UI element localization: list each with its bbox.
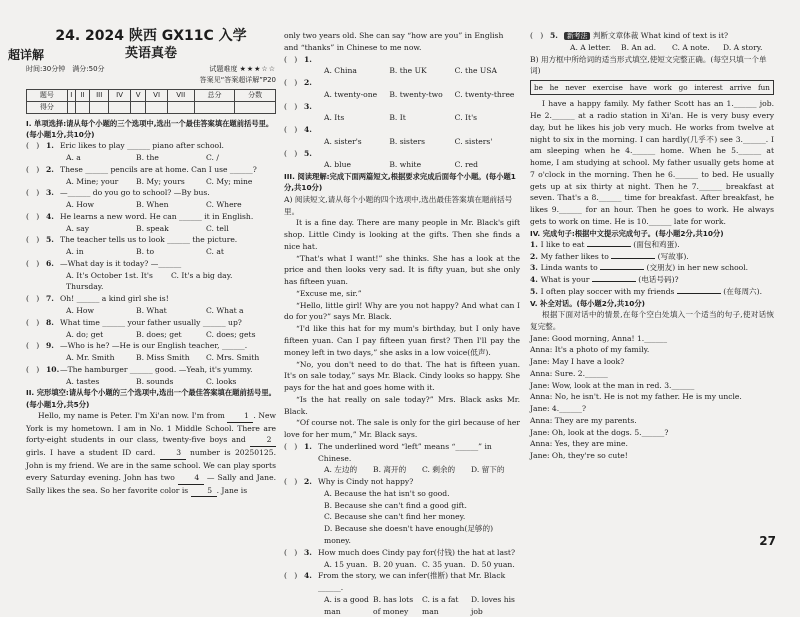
dialogue-line: Jane: May I have a look? bbox=[530, 357, 625, 367]
answer-bracket: ( ) bbox=[26, 188, 40, 198]
option: A. Because the hat isn't so good. bbox=[324, 488, 450, 498]
sec3-question bbox=[284, 547, 520, 559]
sec1-options bbox=[26, 329, 276, 341]
difficulty-stars: ★★★☆☆ bbox=[239, 65, 276, 73]
cloze-passage: Hello, my name is Peter. I'm Xi'an now. I'm from 1 . New York is my hometown. I am in No. 1 Middle School. There are forty-eight students in our class, twenty-five boys and 2 girls. I have a student ID card. 3 number is 20250125. John is my friend. We are in the same school. We can play sports every Saturday evening. John has two 4 — Sally and Jane. Sally likes the sea. So her favorite color is 5 . Jane is bbox=[26, 410, 276, 497]
item-hint: (写故事). bbox=[655, 251, 689, 261]
sec1-options bbox=[26, 270, 276, 294]
answer-blank bbox=[587, 246, 631, 247]
word-box-item: fun bbox=[757, 83, 770, 93]
section-4-items bbox=[530, 239, 774, 298]
item-hint: (交朋友) in her new school. bbox=[644, 263, 749, 273]
option: B. My; yours bbox=[136, 176, 185, 186]
question-text: He learns a new word. He can ______ it in English. bbox=[60, 211, 254, 221]
word-box-item: exercise bbox=[592, 83, 623, 93]
question-text: —What day is it today? —______ bbox=[60, 258, 182, 268]
option: A. A letter. bbox=[570, 42, 611, 52]
question-3-5: ( ) 5. 新考法 判断文章体裁 What kind of text is it? bbox=[530, 31, 729, 40]
sec1-question bbox=[26, 364, 276, 376]
question-text: Eric likes to play ______ piano after school. bbox=[60, 141, 224, 151]
option: A. Mine; your bbox=[66, 176, 119, 186]
sec2-question bbox=[284, 54, 520, 66]
sec2-options bbox=[284, 159, 520, 171]
sentence-item bbox=[530, 286, 774, 298]
option: A. How bbox=[66, 200, 95, 210]
score-empty-cell bbox=[167, 101, 194, 113]
option: C. twenty-three bbox=[454, 89, 515, 99]
item-number: 3. bbox=[530, 263, 541, 273]
dialogue-line: Anna: Yes, they are mine. bbox=[530, 439, 628, 449]
option: C. A note. bbox=[672, 42, 710, 52]
question-number: 4. bbox=[46, 211, 54, 221]
score-empty-cell bbox=[67, 101, 75, 113]
sec1-options bbox=[26, 352, 276, 364]
reading-paragraph: “Excuse me, sir.” bbox=[296, 288, 362, 298]
question-number: 3. bbox=[304, 547, 312, 557]
option: B. Miss Smith bbox=[136, 353, 190, 363]
answer-blank bbox=[611, 258, 655, 259]
sec1-question bbox=[26, 164, 276, 176]
option: B. the UK bbox=[389, 66, 427, 76]
sec2-options bbox=[284, 89, 520, 101]
answer-bracket: ( ) bbox=[284, 125, 298, 135]
score-table bbox=[26, 89, 276, 114]
option: C. is a fat man bbox=[422, 594, 459, 616]
cloze-passage-end: only two years old. She can say “how are you” in English and “thanks” in Chinese to me now. bbox=[284, 31, 504, 52]
option: B. twenty-two bbox=[389, 89, 443, 99]
section-5-heading: V. 补全对话。(每小题2分,共10分) bbox=[530, 298, 645, 308]
sec3-question bbox=[284, 570, 520, 594]
question-number: 2. bbox=[304, 78, 312, 88]
score-header-cell: 题号 bbox=[27, 89, 68, 101]
option: A. Its bbox=[324, 113, 345, 123]
sec2-question bbox=[284, 101, 520, 113]
question-number: 8. bbox=[46, 317, 54, 327]
option: C. sisters' bbox=[454, 136, 493, 146]
answer-bracket: ( ) bbox=[284, 571, 298, 581]
option: B. white bbox=[389, 160, 422, 170]
option: D. 留下的 bbox=[471, 465, 505, 475]
reading-paragraph: “Is the hat really on sale today?” Mrs. Black asks Mr. Black. bbox=[284, 394, 520, 416]
answer-bracket: ( ) bbox=[26, 211, 40, 221]
option: C. 35 yuan. bbox=[422, 559, 466, 569]
question-number: 3. bbox=[46, 188, 54, 198]
dialogue-line: Anna: It's a photo of my family. bbox=[530, 345, 650, 355]
reading-paragraph: “Of course not. The sale is only for the girl because of her love for her mum,” Mr. Black says. bbox=[284, 418, 520, 440]
dialogue-line: Anna: They are my parents. bbox=[530, 415, 637, 425]
answer-bracket: ( ) bbox=[26, 341, 40, 351]
option: A. twenty-one bbox=[324, 89, 378, 99]
score-label-cell: 得分 bbox=[27, 101, 68, 113]
item-number: 2. bbox=[530, 251, 541, 261]
question-text: —The hamburger ______ good. —Yeah, it's yummy. bbox=[60, 364, 253, 374]
item-prefix: My father likes to bbox=[540, 251, 612, 261]
reading-paragraph: “I'd like this hat for my mum's birthday, but I only have fifteen yuan. Can I pay fifteen yuan first? Then I'll pay the money left in two days,” she asks in a low voice(低声). bbox=[284, 324, 520, 357]
item-prefix: I like to eat bbox=[540, 239, 587, 249]
score-empty-cell bbox=[76, 101, 90, 113]
word-box-item: be bbox=[534, 83, 543, 93]
sec1-question bbox=[26, 317, 276, 329]
sentence-item bbox=[530, 274, 774, 286]
item-hint: (电话号码)? bbox=[635, 275, 679, 285]
reading-paragraph: “No, you don't need to do that. The hat is fifteen yuan. It's on sale today,” says Mr. Black. Cindy looks so happy. She pays for the hat and goes home with it. bbox=[284, 359, 520, 393]
sec3-options bbox=[284, 488, 520, 547]
item-number: 1. bbox=[530, 239, 541, 249]
word-box-item: he bbox=[549, 83, 559, 93]
section-2-questions bbox=[284, 54, 520, 172]
question-number: 1. bbox=[46, 141, 54, 151]
exam-meta bbox=[26, 64, 276, 86]
reading-paragraph: It is a fine day. There are many people in Mr. Black's gift shop. Little Cindy is looking at the gifts. Then she finds a nice hat. bbox=[284, 218, 520, 251]
option: B. 离开的 bbox=[373, 465, 407, 475]
question-number: 7. bbox=[46, 294, 54, 304]
answer-bracket: ( ) bbox=[26, 317, 40, 327]
dialogue-line: Jane: Oh, look at the dogs. 5.______? bbox=[530, 427, 669, 437]
page-subtitle: 英语真卷 bbox=[124, 46, 177, 61]
option: B. does; get bbox=[136, 329, 182, 339]
answer-blank bbox=[592, 281, 636, 282]
option: D. A story. bbox=[723, 42, 763, 52]
score-header-cell: VI bbox=[146, 89, 167, 101]
option: B. has lots of money bbox=[373, 594, 414, 616]
answer-blank bbox=[600, 269, 644, 270]
item-prefix: What is your bbox=[540, 275, 592, 285]
reading-paragraph: “Hello, little girl! Why are you not happy? And what can I do for you?” says Mr. Black. bbox=[284, 300, 520, 322]
question-text: How much does Cindy pay for(付钱) the hat at last? bbox=[318, 547, 516, 557]
option: A. do; get bbox=[66, 329, 104, 339]
sec2-question bbox=[284, 124, 520, 136]
answer-bracket: ( ) bbox=[284, 547, 298, 557]
sec3-options bbox=[284, 559, 520, 571]
difficulty-label: 试题难度 bbox=[209, 65, 238, 73]
question-number: 10. bbox=[46, 364, 60, 374]
option: A. It's October 1st. It's Thursday. bbox=[66, 270, 153, 292]
word-box-item: work bbox=[653, 83, 672, 93]
question-number: 1. bbox=[304, 54, 312, 64]
score-empty-cell bbox=[194, 101, 235, 113]
option: C. tell bbox=[206, 223, 229, 233]
option: A. Mr. Smith bbox=[66, 353, 115, 363]
score-header-cell: I bbox=[67, 89, 75, 101]
question-text: —Who is he? —He is our English teacher, ______. bbox=[60, 341, 248, 351]
option: D. Because she doesn't have enough(足够的) money. bbox=[324, 524, 494, 545]
question-text: These ______ pencils are at home. Can I use ______? bbox=[60, 164, 257, 174]
dialogue-line: Jane: Good morning, Anna! 1.______ bbox=[530, 333, 667, 343]
score-empty-cell bbox=[235, 101, 276, 113]
sec1-question bbox=[26, 234, 276, 246]
option: C. It's a big day. bbox=[171, 270, 233, 280]
dialogue-line: Anna: Sure. 2.______ bbox=[530, 368, 608, 378]
sec1-options bbox=[26, 305, 276, 317]
score-header-cell: II bbox=[76, 89, 90, 101]
word-box-item: never bbox=[565, 83, 586, 93]
answer-bracket: ( ) bbox=[284, 101, 298, 111]
question-number: 6. bbox=[46, 258, 54, 268]
question-3-5-options bbox=[530, 42, 774, 54]
sec1-options bbox=[26, 246, 276, 258]
option: B. to bbox=[136, 247, 155, 257]
sec2-question bbox=[284, 148, 520, 160]
question-text: From the story, we can infer(推断) that Mr. Black ______. bbox=[318, 571, 506, 593]
reading-paragraph: “That's what I want!” she thinks. She has a look at the price and then looks very sad. It is fifty yuan, but she only has fifteen yuan. bbox=[284, 253, 520, 287]
option: A. China bbox=[324, 66, 357, 76]
section-1-heading: I. 单项选择:请从每个小题的三个选项中,选出一个最佳答案填在题前括号里。(每小题1分,共10分) bbox=[26, 118, 274, 139]
option: A. tastes bbox=[66, 376, 100, 386]
question-text: The teacher tells us to look ______ the picture. bbox=[60, 235, 238, 245]
option: A. is a good man bbox=[324, 594, 369, 616]
option: C. Mrs. Smith bbox=[206, 353, 260, 363]
sec3-options bbox=[284, 594, 520, 617]
score-header-cell: 分数 bbox=[235, 89, 276, 101]
sec1-options bbox=[26, 376, 276, 388]
question-text: —______ do you go to school? —By bus. bbox=[60, 188, 210, 198]
word-box-item: arrive bbox=[729, 83, 752, 93]
word-box-item: go bbox=[678, 83, 688, 93]
option: C. red bbox=[454, 160, 479, 170]
question-number: 3. bbox=[304, 101, 312, 111]
answer-bracket: ( ) bbox=[284, 78, 298, 88]
option: B. Because she can't find a good gift. bbox=[324, 500, 467, 510]
sec1-question bbox=[26, 340, 276, 352]
sec1-options bbox=[26, 223, 276, 235]
score-empty-cell bbox=[146, 101, 167, 113]
sentence-item bbox=[530, 239, 774, 251]
dialogue bbox=[530, 333, 774, 462]
answer-blank bbox=[677, 293, 721, 294]
word-box-item: interest bbox=[694, 83, 723, 93]
question-number: 5. bbox=[46, 235, 54, 245]
question-number: 2. bbox=[46, 164, 54, 174]
question-number: 2. bbox=[304, 477, 312, 487]
column-2 bbox=[284, 30, 520, 617]
sec1-options bbox=[26, 152, 276, 164]
option: D. loves his job bbox=[471, 594, 515, 616]
score-empty-cell bbox=[130, 101, 146, 113]
answer-ref: 答案见“答案超详解”P20 bbox=[199, 75, 276, 84]
sentence-item bbox=[530, 251, 774, 263]
logo: 超详解 bbox=[8, 48, 45, 62]
question-number: 4. bbox=[304, 571, 312, 581]
item-number: 5. bbox=[530, 287, 541, 296]
option: A. blue bbox=[324, 160, 351, 170]
sec2-options bbox=[284, 112, 520, 124]
option: B. sounds bbox=[136, 376, 174, 386]
item-hint: (面包和鸡蛋). bbox=[630, 239, 680, 249]
option: C. My; mine bbox=[206, 176, 253, 186]
option: B. It bbox=[389, 113, 406, 123]
score-header-cell: 总分 bbox=[194, 89, 235, 101]
score-empty-cell bbox=[89, 101, 109, 113]
answer-bracket: ( ) bbox=[26, 294, 40, 304]
sec1-options bbox=[26, 176, 276, 188]
option: B. 20 yuan. bbox=[373, 559, 417, 569]
fill-passage: I have a happy family. My father Scott has an 1.______ job. He 2.______ at a radio station in Xi'an. He is very busy every day, but he likes his job very much. He works from twelve at night to six in the morning. I can hardly(几乎不) see 3.______. I am sleeping when he 4.______ home. When he 5.______ at home, I am studying at school. My father usually gets home at 7 o'clock in the morning. Then he 6.______ to bed. He usually gets up at six thirty at night. Then he 7.______ breakfast at seven. That's a 8.______ time for breakfast. After breakfast, he likes 9.______ for an hour. Then he goes to work. He always gets to work on time. He is 10.______ late for work. bbox=[530, 99, 774, 226]
section-1-questions bbox=[26, 140, 276, 387]
score-header-cell: VII bbox=[167, 89, 194, 101]
option: C. Because she can't find her money. bbox=[324, 512, 466, 522]
option: C. It's bbox=[454, 113, 478, 123]
question-text: The underlined word “left” means “______” in Chinese. bbox=[318, 441, 492, 463]
question-text: Why is Cindy not happy? bbox=[318, 477, 414, 487]
score-header-cell: III bbox=[89, 89, 109, 101]
question-number: 4. bbox=[304, 125, 312, 135]
question-number: 9. bbox=[46, 341, 54, 351]
answer-bracket: ( ) bbox=[284, 148, 298, 158]
option: B. the bbox=[136, 153, 159, 163]
question-text: Oh! ______ a kind girl she is! bbox=[60, 294, 169, 304]
option: C. at bbox=[206, 247, 224, 257]
section-4-heading: IV. 完成句子:根据中文提示完成句子。(每小题2分,共10分) bbox=[530, 228, 724, 238]
page-number: 27 bbox=[759, 534, 776, 548]
dialogue-line: Jane: Wow, look at the man in red. 3.______ bbox=[530, 380, 695, 390]
answer-bracket: ( ) bbox=[26, 164, 40, 174]
column-3 bbox=[530, 30, 774, 462]
option: B. When bbox=[136, 200, 169, 210]
option: A. a bbox=[66, 153, 81, 163]
dialogue-line: Jane: Oh, they're so cute! bbox=[530, 451, 628, 461]
question-number: 1. bbox=[304, 441, 312, 451]
option: C. looks bbox=[206, 376, 237, 386]
question-text: What time ______ your father usually ______ up? bbox=[60, 317, 242, 327]
option: B. An ad. bbox=[621, 42, 656, 52]
dialogue-line: Jane: 4.______? bbox=[530, 404, 587, 414]
section-3-heading: III. 阅读理解:完成下面两篇短文,根据要求完成后面每个小题。(每小题1分,共10分) bbox=[284, 172, 516, 193]
sec2-question bbox=[284, 77, 520, 89]
item-prefix: I often play soccer with my friends bbox=[540, 287, 677, 296]
sec3-question bbox=[284, 441, 520, 465]
sec3-options bbox=[284, 464, 520, 476]
sec2-options bbox=[284, 65, 520, 77]
sec3-question bbox=[284, 476, 520, 488]
answer-bracket: ( ) bbox=[26, 141, 40, 151]
sec1-options bbox=[26, 199, 276, 211]
option: A. in bbox=[66, 247, 84, 257]
answer-bracket: ( ) bbox=[26, 364, 40, 374]
section-2-heading: II. 完形填空:请从每个小题的三个选项中,选出一个最佳答案填在题前括号里。(每小题1分,共5分) bbox=[26, 388, 276, 409]
question-number: 5. bbox=[304, 148, 312, 158]
item-number: 4. bbox=[530, 275, 541, 285]
option: B. sisters bbox=[389, 136, 426, 146]
dialogue-line: Anna: No, he isn't. He is not my father. He is my uncle. bbox=[530, 392, 742, 402]
section-3-questions bbox=[284, 441, 520, 617]
word-box-item: have bbox=[629, 83, 647, 93]
score-header-cell: V bbox=[130, 89, 146, 101]
sec2-options bbox=[284, 136, 520, 148]
section-3b-instruction: B) 用方框中所给词的适当形式填空,使短文完整正确。(每空只填一个单词) bbox=[530, 54, 767, 76]
option: A. How bbox=[66, 306, 95, 315]
sec1-question bbox=[26, 258, 276, 270]
item-hint: (在每周六). bbox=[720, 287, 763, 296]
page-title: 24. 2024 陕西 GX11C 入学 bbox=[55, 28, 247, 44]
score-header-cell: IV bbox=[109, 89, 130, 101]
section-3a-instruction: A) 阅读短文,请从每个小题的四个选项中,选出最佳答案填在题前括号里。 bbox=[284, 194, 513, 216]
option: C. Where bbox=[206, 200, 242, 210]
option: A. say bbox=[66, 223, 90, 233]
answer-bracket: ( ) bbox=[284, 54, 298, 64]
new-format-tag: 新考法 bbox=[564, 32, 590, 40]
sec1-question bbox=[26, 187, 276, 199]
option: C. What a bbox=[206, 306, 244, 315]
time-score: 时间:30分钟 满分:50分 bbox=[26, 65, 105, 73]
answer-bracket: ( ) bbox=[284, 477, 298, 487]
option: C. the USA bbox=[454, 66, 497, 76]
option: A. 左边的 bbox=[324, 465, 358, 475]
answer-bracket: ( ) bbox=[26, 258, 40, 268]
sec1-question bbox=[26, 211, 276, 223]
column-1 bbox=[26, 28, 276, 497]
option: C. 剩余的 bbox=[422, 465, 456, 475]
sec1-question bbox=[26, 140, 276, 152]
option: A. 15 yuan. bbox=[324, 559, 368, 569]
option: B. What bbox=[136, 306, 167, 315]
sentence-item bbox=[530, 262, 774, 274]
word-box bbox=[530, 80, 774, 95]
reading-passage bbox=[284, 217, 520, 441]
option: C. does; gets bbox=[206, 329, 256, 339]
answer-bracket: ( ) bbox=[284, 441, 298, 451]
item-prefix: Linda wants to bbox=[540, 263, 601, 273]
score-empty-cell bbox=[109, 101, 130, 113]
answer-bracket: ( ) bbox=[26, 235, 40, 245]
section-5-instruction: 根据下面对话中的情景,在每个空白处填入一个适当的句子,使对话恢复完整。 bbox=[530, 310, 774, 331]
option: A. sister's bbox=[324, 136, 362, 146]
option: B. speak bbox=[136, 223, 169, 233]
sec1-question bbox=[26, 293, 276, 305]
option: D. 50 yuan. bbox=[471, 559, 515, 569]
option: C. / bbox=[206, 153, 219, 163]
